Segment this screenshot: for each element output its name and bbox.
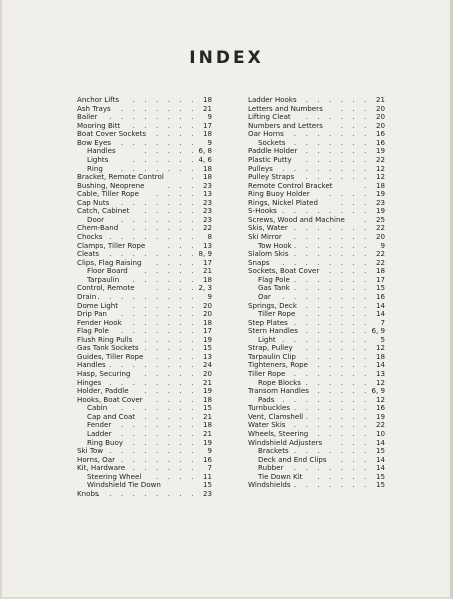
- page-number: 18: [202, 129, 212, 139]
- dot-leader: . . . .: [156, 129, 197, 139]
- entry-name: Ring Buoy Holder: [248, 189, 310, 199]
- entry-name: Windshield Tie Down: [87, 480, 161, 490]
- dot-leader: . . . . . . .: [293, 129, 370, 139]
- page-number: 18: [375, 266, 385, 276]
- page-number: 21: [202, 428, 212, 438]
- entry-name: Tighteners, Rope: [248, 360, 309, 370]
- entry-name: Ski Mirror: [248, 232, 282, 241]
- entry-name: Screws, Wood and Machine: [248, 214, 345, 224]
- page-number: 21: [202, 411, 212, 421]
- dot-leader: . . . . . . . .: [282, 206, 370, 216]
- page-number: 18: [202, 172, 212, 182]
- dot-leader: . . . . . .: [132, 95, 197, 104]
- page-number: 21: [202, 266, 212, 276]
- page-number: 20: [202, 300, 212, 310]
- page-number: 23: [202, 214, 212, 224]
- dot-leader: . . . . .: [317, 428, 370, 438]
- entry-name: Bracket, Remote Control: [77, 172, 164, 182]
- page-number: 18: [202, 274, 212, 284]
- page-number: 7: [207, 463, 212, 473]
- page-number: 11: [202, 471, 212, 481]
- page-number: 17: [202, 257, 212, 267]
- entry-name: Cable, Tiller Rope: [77, 189, 140, 199]
- dot-leader: . . . . . .: [305, 377, 370, 387]
- entry-name: Turnbuckles: [248, 403, 291, 413]
- page-number: 6, 9: [371, 386, 385, 396]
- entry-name: Cabin: [87, 403, 108, 413]
- entry-name: Chocks: [77, 232, 103, 241]
- dot-leader: . . . . . . .: [293, 480, 370, 490]
- page-number: 24: [202, 360, 212, 370]
- dot-leader: . . . .: [156, 257, 197, 267]
- page-number: 8, 9: [198, 249, 212, 259]
- index-entry: [248, 481, 385, 490]
- page-number: 23: [202, 197, 212, 207]
- dot-leader: . . .: [340, 437, 370, 447]
- entry-name: Ladder: [87, 428, 112, 438]
- entry-name: Tie Down Kit: [258, 471, 303, 481]
- dot-leader: . . . . . . .: [293, 240, 370, 250]
- page-number: 14: [375, 300, 385, 310]
- entry-name: Cap and Coat: [87, 411, 136, 421]
- page-number: 19: [375, 146, 385, 156]
- page-number: 15: [202, 343, 212, 353]
- page-number: 19: [202, 334, 212, 344]
- dot-leader: . . . . . .: [305, 172, 370, 182]
- dot-leader: . . . . . .: [132, 463, 197, 473]
- entry-name: Transom Handles: [248, 386, 309, 396]
- dot-leader: . . . . . . .: [293, 446, 370, 456]
- entry-name: Plastic Putty: [248, 154, 292, 164]
- dot-leader: . . .: [340, 120, 370, 130]
- entry-name: Boat Cover Sockets: [77, 129, 147, 139]
- dot-leader: . . . . .: [144, 266, 197, 276]
- dot-leader: . . . . . . . .: [282, 291, 370, 301]
- dot-leader: .: [191, 172, 197, 182]
- entry-name: Cleats: [77, 249, 100, 259]
- entry-name: Water Skis: [248, 420, 286, 430]
- entry-name: Pulley Straps: [248, 172, 295, 182]
- entry-name: Gas Tank: [258, 283, 290, 293]
- page-number: 19: [375, 189, 385, 199]
- dot-leader: . . . . . . .: [293, 249, 370, 259]
- entry-name: Control, Remote: [77, 283, 135, 293]
- dot-leader: . . . . . . . .: [109, 377, 197, 387]
- dot-leader: . . .: [167, 240, 197, 250]
- dot-leader: . . . . .: [317, 471, 370, 481]
- entry-name: Slalom Skis: [248, 249, 289, 259]
- entry-name: Rope Blocks: [258, 377, 301, 387]
- entry-name: Brackets: [258, 446, 289, 456]
- entry-name: Tiller Rope: [248, 369, 286, 378]
- entry-name: Vent, Clamshell: [248, 411, 304, 421]
- page-number: 20: [202, 369, 212, 378]
- entry-name: Ring Buoy: [87, 437, 124, 447]
- dot-leader: . . . . .: [317, 386, 370, 396]
- entry-name: Oar: [258, 291, 271, 301]
- entry-name: Steering Wheel: [87, 471, 142, 481]
- entry-name: Light: [258, 334, 276, 344]
- page-number: 13: [202, 351, 212, 361]
- entry-name: Cap Nuts: [77, 197, 110, 207]
- entry-name: Rubber: [258, 463, 284, 473]
- dot-leader: . . . .: [156, 283, 197, 293]
- dot-leader: . . . .: [156, 471, 197, 481]
- entry-name: Pads: [258, 394, 275, 404]
- dot-leader: . . .: [340, 197, 370, 207]
- dot-leader: . . . . . .: [132, 120, 197, 130]
- dot-leader: . . . . . . .: [293, 274, 370, 284]
- page-number: 14: [375, 463, 385, 473]
- entry-name: Remote Control Bracket: [248, 180, 333, 190]
- page-number: 22: [375, 420, 385, 430]
- entry-name: Tow Hook: [258, 240, 292, 250]
- page-number: 13: [202, 189, 212, 199]
- entry-name: Windshield Adjusters: [248, 437, 323, 447]
- entry-name: Floor Board: [87, 266, 128, 276]
- entry-name: Bailer: [77, 112, 98, 122]
- dot-leader: . . . .: [329, 266, 370, 276]
- entry-name: Pulleys: [248, 163, 273, 173]
- entry-name: Lights: [87, 154, 109, 164]
- page-number: 19: [375, 411, 385, 421]
- dot-leader: . . . . . . .: [293, 283, 370, 293]
- entry-name: Mooring Bitt: [77, 120, 121, 130]
- page-number: 22: [375, 154, 385, 164]
- dot-leader: . . . . . . . . .: [97, 291, 197, 301]
- entry-name: Flag Pole: [258, 274, 290, 284]
- entry-name: Clips, Flag Raising: [77, 257, 142, 267]
- page-number: 13: [375, 369, 385, 378]
- page-number: 12: [375, 163, 385, 173]
- dot-leader: . . . . . . . .: [282, 394, 370, 404]
- page-number: 12: [375, 394, 385, 404]
- page-number: 15: [375, 480, 385, 490]
- entry-name: Skis, Water: [248, 223, 288, 233]
- dot-leader: . . . . . .: [132, 317, 197, 327]
- page-number: 22: [375, 249, 385, 259]
- page-number: 13: [202, 240, 212, 250]
- index-column-right: [248, 96, 385, 490]
- dot-leader: . . .: [340, 454, 370, 464]
- entry-name: Letters and Numbers: [248, 103, 323, 113]
- page-number: 6, 9: [371, 326, 385, 336]
- entry-name: Springs, Deck: [248, 300, 297, 310]
- page-number: 17: [202, 326, 212, 336]
- page-number: 14: [375, 454, 385, 464]
- page-number: 18: [202, 95, 212, 104]
- page-number: 5: [380, 334, 385, 344]
- entry-name: Bow Eyes: [77, 137, 112, 147]
- dot-leader: . . . . . . .: [120, 163, 197, 173]
- page-number: 21: [202, 377, 212, 387]
- page-number: 14: [375, 437, 385, 447]
- page-number: 18: [202, 317, 212, 327]
- page-number: 20: [375, 103, 385, 113]
- dot-leader: . . . . . . .: [293, 403, 370, 413]
- index-entry: [77, 490, 212, 499]
- entry-name: Stern Handles: [248, 326, 298, 336]
- dot-leader: . . . . . . .: [120, 428, 197, 438]
- entry-name: Tiller Rope: [258, 309, 296, 319]
- page-number: 16: [375, 291, 385, 301]
- entry-name: Lifting Cleat: [248, 112, 291, 122]
- entry-name: Kit, Hardware: [77, 463, 126, 473]
- entry-name: Catch, Cabinet: [77, 206, 130, 216]
- page-number: 12: [375, 343, 385, 353]
- page-number: 18: [375, 351, 385, 361]
- entry-name: Drain: [77, 291, 97, 301]
- page-number: 21: [375, 95, 385, 104]
- dot-leader: . . . . .: [144, 206, 197, 216]
- entry-name: Strap, Pulley: [248, 343, 293, 353]
- page-number: 15: [202, 403, 212, 413]
- page-number: 12: [375, 377, 385, 387]
- dot-leader: . . . . . .: [132, 274, 197, 284]
- dot-leader: . . . . . . .: [293, 223, 370, 233]
- entry-name: Hasp, Securing: [77, 369, 131, 378]
- dot-leader: . . . . . .: [305, 146, 370, 156]
- page-number: 16: [375, 137, 385, 147]
- index-column-left: [77, 96, 212, 498]
- page-number: 9: [380, 240, 385, 250]
- page-number: 20: [375, 112, 385, 122]
- dot-leader: .: [364, 214, 370, 224]
- entry-name: Handles: [87, 146, 116, 156]
- dot-leader: . . . . . . .: [293, 232, 370, 241]
- dot-leader: . . . . . . .: [120, 420, 197, 430]
- page-number: 16: [375, 129, 385, 139]
- dot-leader: . . . . . .: [305, 154, 370, 164]
- page-number: 18: [202, 420, 212, 430]
- dot-leader: . . . . . . .: [120, 326, 197, 336]
- page-number: 14: [375, 309, 385, 319]
- entry-name: Dome Light: [77, 300, 119, 310]
- entry-name: Snaps: [248, 257, 270, 267]
- dot-leader: . . . . . .: [132, 154, 197, 164]
- entry-name: Ladder Hooks: [248, 95, 297, 104]
- entry-name: Flag Pole: [77, 326, 109, 336]
- page-number: 6, 8: [198, 146, 212, 156]
- dot-leader: . . . . . . .: [293, 369, 370, 378]
- page-number: 18: [375, 180, 385, 190]
- dot-leader: . . . .: [329, 189, 370, 199]
- dot-leader: . . . . . . . .: [109, 232, 197, 241]
- dot-leader: . . . . . . .: [120, 309, 197, 319]
- dot-leader: . . . . . .: [132, 223, 197, 233]
- dot-leader: . . . . . . . .: [282, 257, 370, 267]
- dot-leader: . . . . . . . .: [109, 112, 197, 122]
- entry-name: Horns, Oar: [77, 454, 116, 464]
- page-number: 7: [380, 317, 385, 327]
- page-number: 16: [375, 403, 385, 413]
- dot-leader: . . . . . .: [305, 351, 370, 361]
- entry-name: Sockets: [258, 137, 286, 147]
- dot-leader: . . . . . . . .: [109, 446, 197, 456]
- dot-leader: . . . . .: [144, 411, 197, 421]
- page-number: 22: [202, 223, 212, 233]
- page-number: 20: [375, 232, 385, 241]
- page-number: 14: [375, 360, 385, 370]
- page-number: 19: [202, 386, 212, 396]
- page-number: 16: [202, 454, 212, 464]
- page-number: 17: [202, 120, 212, 130]
- page-number: 4, 6: [198, 154, 212, 164]
- dot-leader: . . . . . .: [305, 95, 370, 104]
- dot-leader: . . . . . .: [305, 309, 370, 319]
- page-number: 15: [375, 446, 385, 456]
- page-number: 15: [375, 471, 385, 481]
- page-number: 25: [375, 214, 385, 224]
- page-number: 15: [202, 480, 212, 490]
- dot-leader: . . . . . . .: [293, 463, 370, 473]
- entry-name: Flush Ring Pulls: [77, 334, 133, 344]
- dot-leader: . . . . . . .: [293, 420, 370, 430]
- entry-name: Rings, Nickel Plated: [248, 197, 318, 207]
- dot-leader: . . . . . .: [305, 326, 370, 336]
- page-number: 23: [202, 488, 212, 498]
- page-number: 21: [202, 103, 212, 113]
- entry-name: Step Plates: [248, 317, 288, 327]
- dot-leader: . . . . .: [144, 369, 197, 378]
- dot-leader: . . . .: [156, 351, 197, 361]
- dot-leader: . . . . . . .: [120, 197, 197, 207]
- dot-leader: . . .: [340, 103, 370, 113]
- dot-leader: . . . . . . . .: [109, 249, 197, 259]
- entry-name: Clamps, Tiller Rope: [77, 240, 146, 250]
- dot-leader: . . . . . .: [132, 437, 197, 447]
- page-number: 9: [207, 137, 212, 147]
- entry-name: Guides, Tiller Rope: [77, 351, 144, 361]
- entry-name: Numbers and Letters: [248, 120, 323, 130]
- page-number: 2, 3: [198, 283, 212, 293]
- page-number: 9: [207, 291, 212, 301]
- entry-name: Fender: [87, 420, 112, 430]
- dot-leader: . . . . . . .: [120, 103, 197, 113]
- entry-name: Hinges: [77, 377, 102, 387]
- dot-leader: . . . . . . . . .: [97, 488, 197, 498]
- entry-name: Deck and End Clips: [258, 454, 327, 464]
- dot-leader: . . . . . . .: [120, 454, 197, 464]
- dot-leader: . . .: [167, 180, 197, 190]
- dot-leader: . . . . .: [144, 343, 197, 353]
- entry-name: Knobs: [77, 488, 99, 498]
- dot-leader: . . . . . . .: [293, 137, 370, 147]
- dot-leader: . . . . . . . .: [109, 360, 197, 370]
- dot-leader: . . . . . .: [305, 343, 370, 353]
- dot-leader: . . . .: [156, 189, 197, 199]
- entry-name: Bushing, Neoprene: [77, 180, 145, 190]
- page-number: 22: [375, 223, 385, 233]
- page-number: 20: [202, 309, 212, 319]
- dot-leader: . . . . . . .: [120, 214, 197, 224]
- page-number: 17: [375, 274, 385, 284]
- dot-leader: . . . . .: [144, 334, 197, 344]
- dot-leader: . . . . . .: [132, 300, 197, 310]
- entry-name: S-Hooks: [248, 206, 277, 216]
- page-number: 18: [202, 163, 212, 173]
- page-number: 23: [202, 180, 212, 190]
- page-number: 8: [207, 232, 212, 241]
- entry-name: Handles: [77, 360, 106, 370]
- dot-leader: . . . . .: [144, 146, 197, 156]
- page-number: 23: [375, 197, 385, 207]
- entry-name: Paddle Holder: [248, 146, 298, 156]
- dot-leader: . . . . .: [144, 386, 197, 396]
- entry-name: Ring: [87, 163, 103, 173]
- entry-name: Hooks, Boat Cover: [77, 394, 143, 404]
- page-number: 9: [207, 446, 212, 456]
- dot-leader: . . . . . . .: [120, 403, 197, 413]
- entry-name: Tarpaulin: [87, 274, 120, 284]
- dot-leader: . . . . . . . .: [282, 334, 370, 344]
- page-number: 19: [375, 206, 385, 216]
- dot-leader: . . . . . .: [305, 112, 370, 122]
- page-number: 20: [375, 120, 385, 130]
- dot-leader: . . . . . .: [305, 411, 370, 421]
- entry-name: Chem-Band: [77, 223, 119, 233]
- dot-leader: . . . . .: [317, 360, 370, 370]
- entry-name: Ski Tow: [77, 446, 104, 456]
- page-number: 19: [202, 437, 212, 447]
- page-title: INDEX: [189, 48, 264, 68]
- page-number: 23: [202, 206, 212, 216]
- page-number: 12: [375, 172, 385, 182]
- entry-name: Drip Pan: [77, 309, 107, 319]
- entry-name: Ash Trays: [77, 103, 111, 113]
- page-number: 9: [207, 112, 212, 122]
- dot-leader: . . . . . .: [305, 300, 370, 310]
- page-number: 22: [375, 257, 385, 267]
- entry-name: Tarpaulin Clip: [248, 351, 296, 361]
- page-number: 18: [202, 394, 212, 404]
- entry-name: Anchor Lifts: [77, 95, 120, 104]
- dot-leader: . . . .: [156, 394, 197, 404]
- dot-leader: . . . . . . . .: [282, 163, 370, 173]
- entry-name: Fender Hook: [77, 317, 122, 327]
- page-number: 10: [375, 428, 385, 438]
- dot-leader: . . . . . . . .: [282, 317, 370, 327]
- entry-name: Gas Tank Sockets: [77, 343, 139, 353]
- entry-name: Holder, Paddle: [77, 386, 129, 396]
- dot-leader: . . . . . . .: [120, 137, 197, 147]
- entry-name: Sockets, Boat Cover: [248, 266, 320, 276]
- entry-name: Oar Horns: [248, 129, 284, 139]
- entry-name: Windshields: [248, 480, 291, 490]
- entry-name: Door: [87, 214, 105, 224]
- entry-name: Wheels, Steering: [248, 428, 309, 438]
- page-number: 15: [375, 283, 385, 293]
- dot-leader: .: [364, 180, 370, 190]
